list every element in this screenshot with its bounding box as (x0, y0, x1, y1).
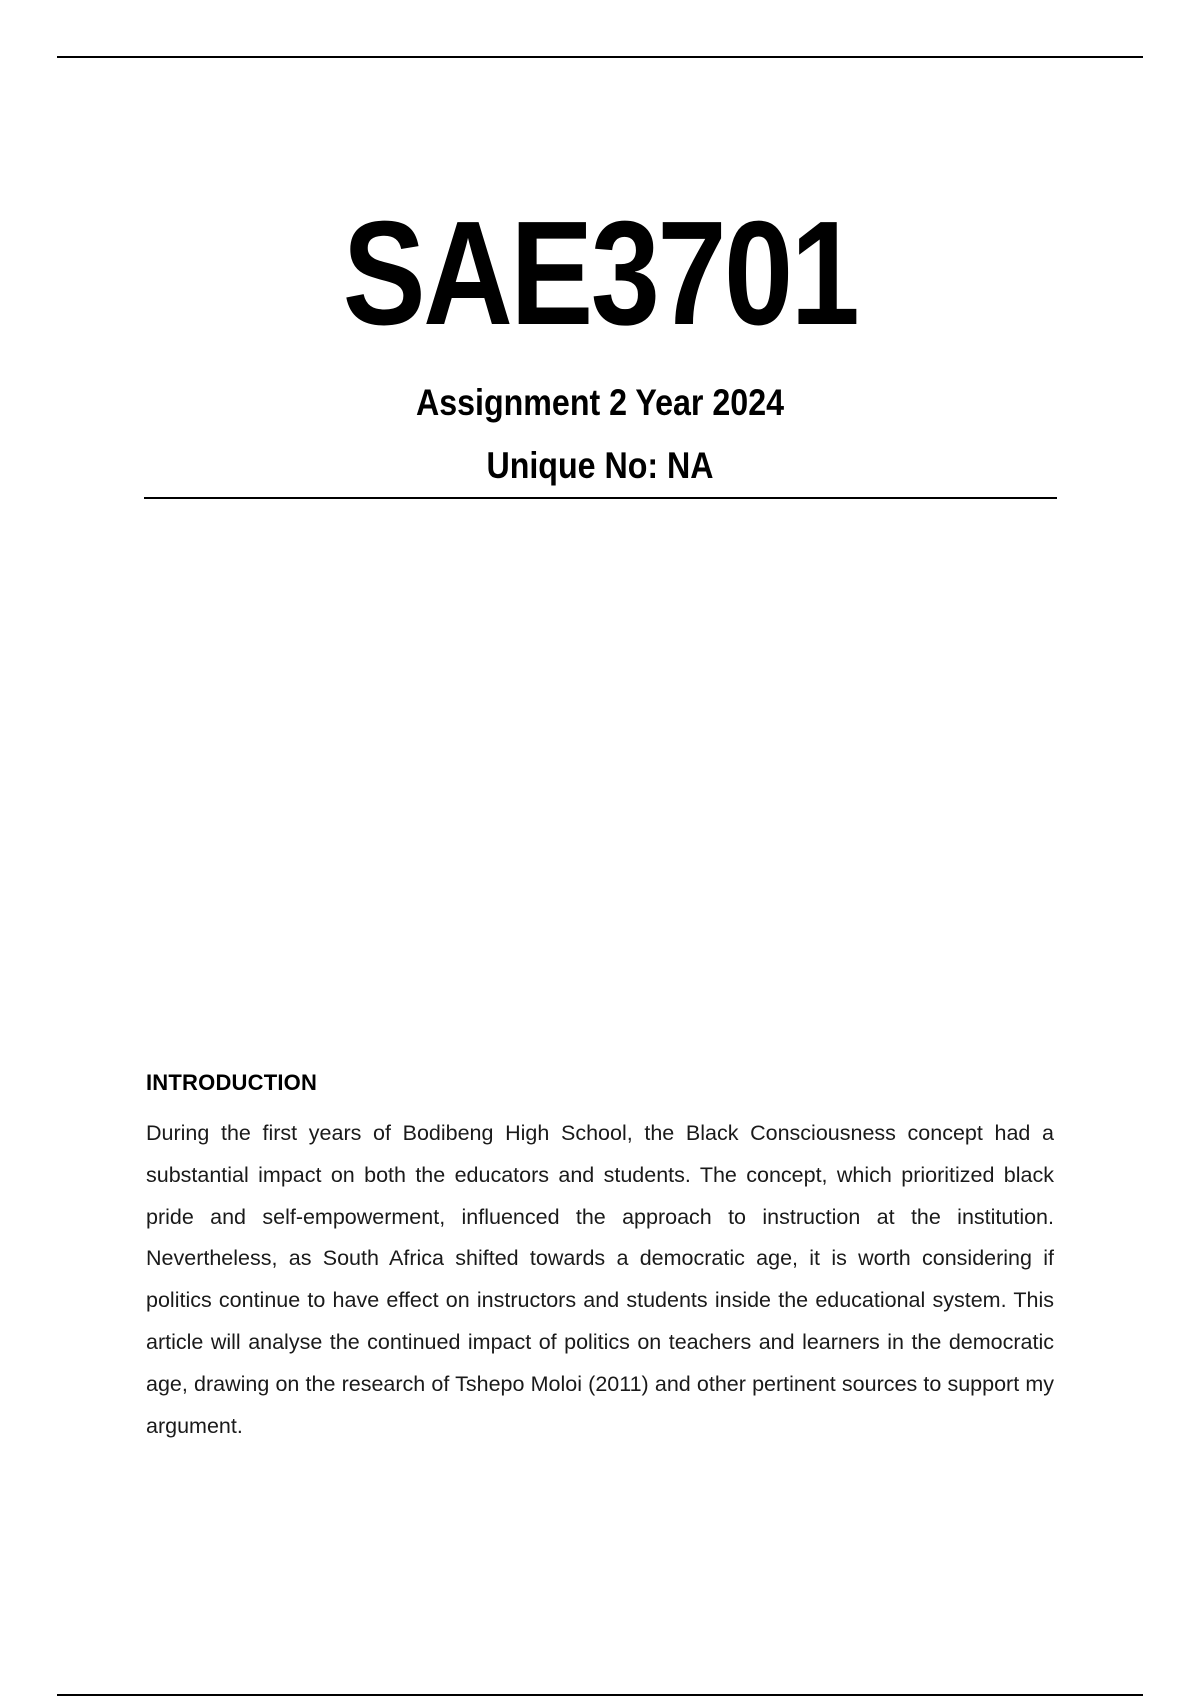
course-code-title: SAE3701 (342, 191, 858, 356)
bottom-rule (57, 1694, 1143, 1696)
introduction-heading: INTRODUCTION (146, 1070, 318, 1095)
title-block (0, 191, 1200, 356)
assignment-subtitle: Assignment 2 Year 2024 (415, 382, 785, 423)
introduction-paragraph: During the first years of Bodibeng High School, the Black Consciousness concept had a substantial impact on both the educators and students. The concept, which prioritized black pride and self-empowerment, influenced the approach to instruction at the institution. Nevertheless, as South Africa shifted towards a democratic age, it is worth considering if politics continue to have effect on instructors and students inside the educational system. This article will analyse the continued impact of politics on teachers and learners in the democratic age, drawing on the research of Tshepo Moloi (2011) and other pertinent sources to support my argument. (146, 1121, 1054, 1438)
title-underline-rule (144, 497, 1057, 499)
unique-number-subtitle: Unique No: NA (486, 445, 714, 486)
top-rule (57, 56, 1143, 58)
